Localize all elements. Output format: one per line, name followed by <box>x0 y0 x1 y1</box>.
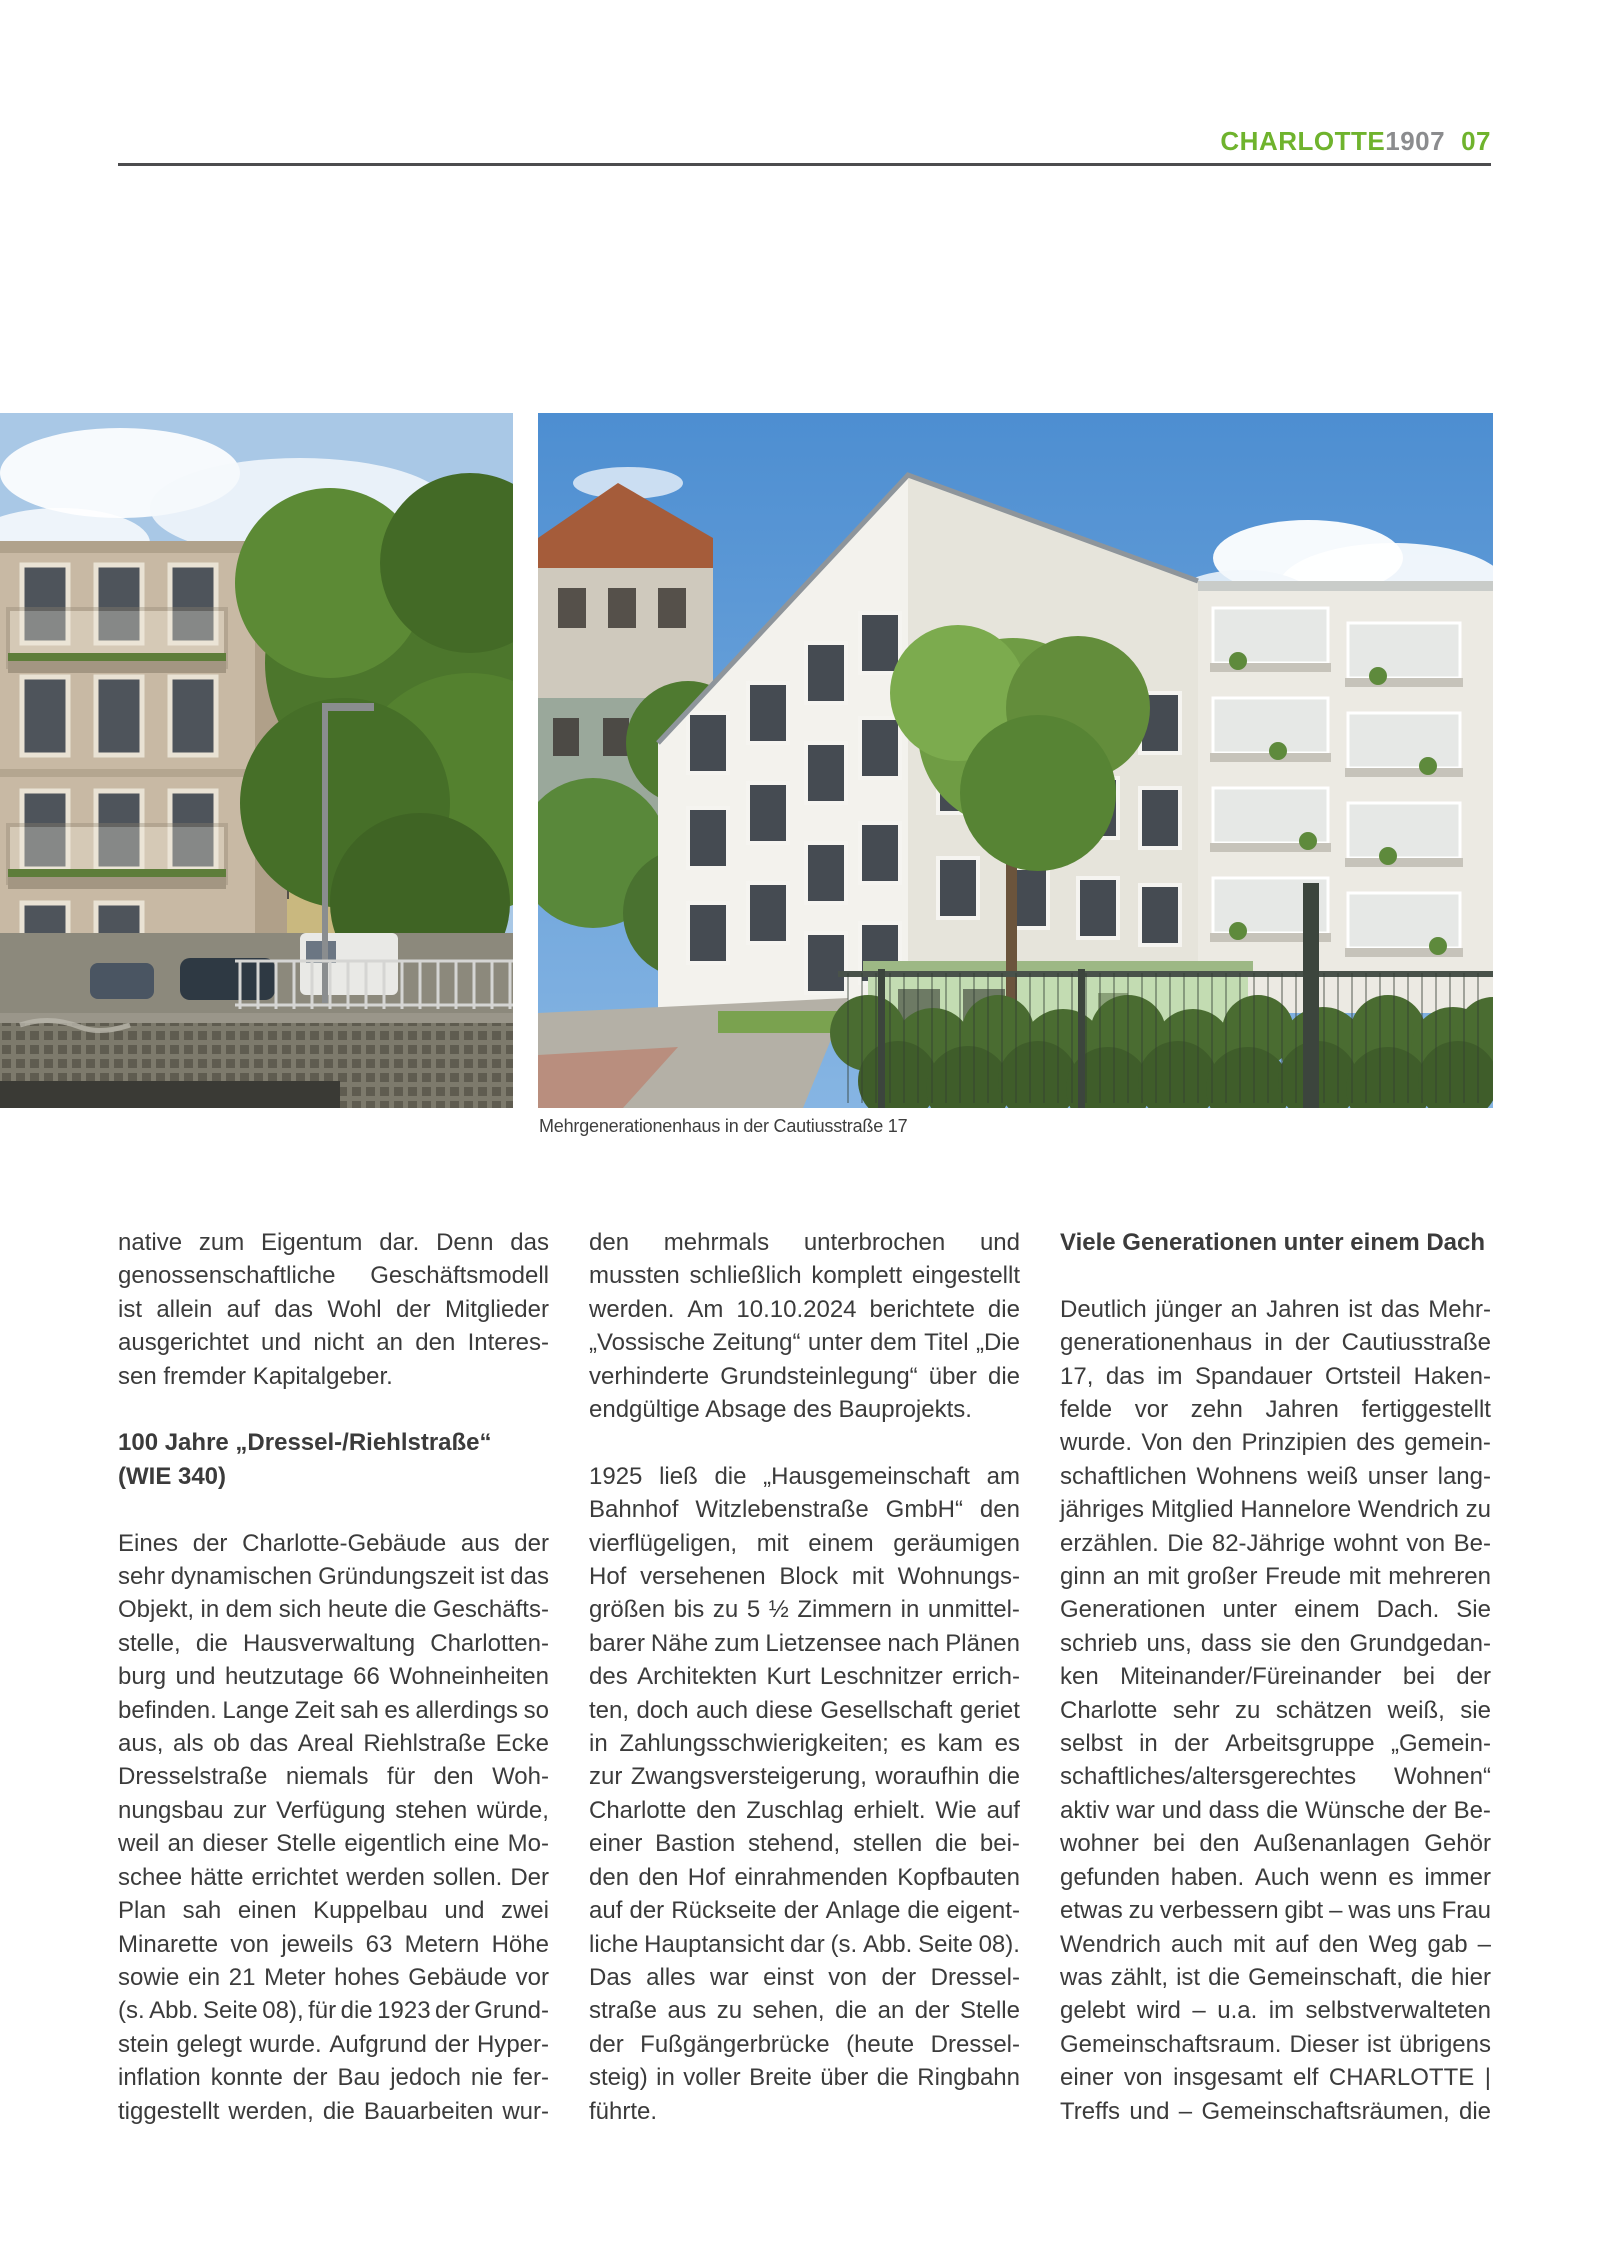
brand-year: 1907 <box>1385 126 1446 156</box>
text-line: Hof versehenen Block mit Wohnungs- <box>589 1563 1020 1591</box>
header-rule <box>118 163 1491 166</box>
text-line: „Vossische Zeitung“ unter dem Titel „Die <box>589 1329 1020 1357</box>
paragraph <box>589 1226 1020 1426</box>
text-line: ist allein auf das Wohl der Mitglieder <box>118 1295 549 1323</box>
text-line: barer Nähe zum Lietzensee nach Plänen <box>589 1629 1020 1657</box>
text-line: liche Hauptansicht dar (s. Abb. Seite 08). <box>589 1930 1020 1958</box>
text-line: schaftliches/altersgerechtes Wohnen“ <box>1060 1763 1491 1791</box>
subheading-line: 100 Jahre „Dressel-/Riehlstraße“ <box>118 1429 492 1457</box>
text-line: in Zahlungsschwierigkeiten; es kam es <box>589 1730 1020 1758</box>
text-line: gefunden haben. Auch wenn es immer <box>1060 1863 1491 1891</box>
text-line: selbst in der Arbeitsgruppe „Gemein- <box>1060 1730 1491 1758</box>
text-line: was zählt, ist die Gemeinschaft, die hier <box>1060 1963 1491 1991</box>
text-line: ten, doch auch diese Gesellschaft geriet <box>589 1696 1020 1724</box>
text-line: Objekt, in dem sich heute die Geschäfts- <box>118 1596 549 1624</box>
text-line: 17, das im Spandauer Ortsteil Haken- <box>1060 1362 1491 1390</box>
text-line: mussten schließlich komplett eingestellt <box>589 1262 1020 1290</box>
photo-street-old-building <box>0 413 513 1108</box>
article-column-3 <box>1060 1226 1491 2128</box>
text-line: Wendrich auch mit auf den Weg gab – <box>1060 1930 1491 1958</box>
article-column-2 <box>589 1226 1020 2128</box>
photo-left-illustration <box>0 413 513 1108</box>
text-line: ausgerichtet und nicht an den Interes- <box>118 1329 549 1357</box>
text-line: schaftlichen Wohnens weiß unser lang- <box>1060 1462 1491 1490</box>
text-line: vierflügeligen, mit einem geräumigen <box>589 1529 1020 1557</box>
text-line: tiggestellt werden, die Bauarbeiten wur- <box>118 2097 549 2125</box>
page-number: 07 <box>1461 126 1491 156</box>
photo-mehrgenerationenhaus <box>538 413 1493 1108</box>
text-line: wurde. Von den Prinzipien des gemein- <box>1060 1429 1491 1457</box>
text-line: den den Hof einrahmenden Kopfbauten <box>589 1863 1020 1891</box>
text-line: stelle, die Hausverwaltung Charlotten- <box>118 1629 549 1657</box>
text-line: Gemeinschaftsraum. Dieser ist übrigens <box>1060 2030 1491 2058</box>
text-line: den mehrmals unterbrochen und <box>589 1229 1020 1256</box>
text-line: schrieb uns, dass sie den Grundgedan- <box>1060 1629 1491 1657</box>
text-line: aktiv war und dass die Wünsche der Be- <box>1060 1796 1491 1824</box>
text-line: einer Bastion stehend, stellen die bei- <box>589 1830 1020 1858</box>
paragraph <box>118 1226 549 1393</box>
subheading <box>1060 1226 1491 1259</box>
text-line: nungsbau zur Verfügung stehen würde, <box>118 1796 549 1824</box>
text-line: Charlotte den Zuschlag erhielt. Wie auf <box>589 1796 1020 1824</box>
text-line: jähriges Mitglied Hannelore Wendrich zu <box>1060 1496 1491 1524</box>
text-line: sen fremder Kapitalgeber. <box>118 1362 393 1390</box>
text-line: (s. Abb. Seite 08), für die 1923 der Grund- <box>118 1997 549 2025</box>
text-line: gelebt wird – u.a. im selbstverwalteten <box>1060 1997 1491 2025</box>
text-line: schee hätte errichtet werden sollen. Der <box>118 1863 549 1891</box>
text-line: Charlotte sehr zu schätzen weiß, sie <box>1060 1696 1491 1724</box>
text-line: Plan sah einen Kuppelbau und zwei <box>118 1897 549 1925</box>
article-columns <box>118 1226 1491 2128</box>
text-line: ken Miteinander/Füreinander bei der <box>1060 1663 1491 1691</box>
text-line: etwas zu verbessern gibt – was uns Frau <box>1060 1897 1491 1925</box>
subheading-line: Viele Generationen unter einem Dach <box>1060 1229 1486 1256</box>
article-column-1 <box>118 1226 549 2128</box>
text-line: aus, als ob das Areal Riehlstraße Ecke <box>118 1730 549 1758</box>
text-line: ginn an mit großer Freude mit mehreren <box>1060 1563 1491 1591</box>
text-line: burg und heutzutage 66 Wohneinheiten <box>118 1663 549 1691</box>
text-line: Das alles war einst von der Dressel- <box>589 1963 1020 1991</box>
paragraph <box>1060 1293 1491 2128</box>
text-line: erzählen. Die 82-Jährige wohnt von Be- <box>1060 1529 1491 1557</box>
text-line: Bahnhof Witzlebenstraße GmbH“ den <box>589 1496 1020 1524</box>
brand-charlotte: CHARLOTTE <box>1220 126 1386 156</box>
text-line: steig) in voller Breite über die Ringbahn <box>589 2064 1020 2092</box>
text-line: verhinderte Grundsteinlegung“ über die <box>589 1362 1020 1390</box>
text-line: wohner bei den Außenanlagen Gehör <box>1060 1830 1491 1858</box>
text-line: größen bis zu 5 ½ Zimmern in unmittel- <box>589 1596 1020 1624</box>
text-line: generationenhaus in der Cautiusstraße <box>1060 1329 1491 1357</box>
text-line: zur Zwangsversteigerung, woraufhin die <box>589 1763 1020 1791</box>
text-line: inflation konnte der Bau jedoch nie fer- <box>118 2064 549 2092</box>
text-line: 1925 ließ die „Hausgemeinschaft am <box>589 1462 1020 1490</box>
text-line: werden. Am 10.10.2024 berichtete die <box>589 1295 1020 1323</box>
text-line: sowie ein 21 Meter hohes Gebäude vor <box>118 1963 549 1991</box>
text-line: native zum Eigentum dar. Denn das <box>118 1229 549 1256</box>
text-line: Generationen unter einem Dach. Sie <box>1060 1596 1491 1624</box>
paragraph <box>589 1460 1020 2128</box>
text-line: weil an dieser Stelle eigentlich eine Mo- <box>118 1830 549 1858</box>
text-line: auf der Rückseite der Anlage die eigent- <box>589 1897 1020 1925</box>
subheading <box>118 1426 549 1493</box>
text-line: sehr dynamischen Gründungszeit ist das <box>118 1563 549 1591</box>
text-line: Treffs und – Gemeinschaftsräumen, die <box>1060 2097 1491 2125</box>
photo-caption: Mehrgenerationenhaus in der Cautiusstraße 17 <box>539 1116 908 1136</box>
text-line: straße aus zu sehen, die an der Stelle <box>589 1997 1020 2025</box>
text-line: Eines der Charlotte-Gebäude aus der <box>118 1529 549 1557</box>
text-line: Deutlich jünger an Jahren ist das Mehr- <box>1060 1295 1491 1323</box>
page-header <box>1220 126 1491 157</box>
text-line: Dresselstraße niemals für den Woh- <box>118 1763 549 1791</box>
text-line: der Fußgängerbrücke (heute Dressel- <box>589 2030 1020 2058</box>
text-line: endgültige Absage des Bauprojekts. <box>589 1396 972 1424</box>
text-line: felde vor zehn Jahren fertiggestellt <box>1060 1396 1491 1424</box>
text-line: genossenschaftliche Geschäftsmodell <box>118 1262 549 1290</box>
paragraph <box>118 1527 549 2128</box>
text-line: Minarette von jeweils 63 Metern Höhe <box>118 1930 549 1958</box>
photo-right-illustration <box>538 413 1493 1108</box>
text-line: stein gelegt wurde. Aufgrund der Hyper- <box>118 2030 549 2058</box>
text-line: des Architekten Kurt Leschnitzer errich- <box>589 1663 1020 1691</box>
text-line: befinden. Lange Zeit sah es allerdings so <box>118 1696 549 1724</box>
text-line: führte. <box>589 2097 658 2125</box>
subheading-line: (WIE 340) <box>118 1462 227 1490</box>
text-line: einer von insgesamt elf CHARLOTTE | <box>1060 2064 1491 2092</box>
